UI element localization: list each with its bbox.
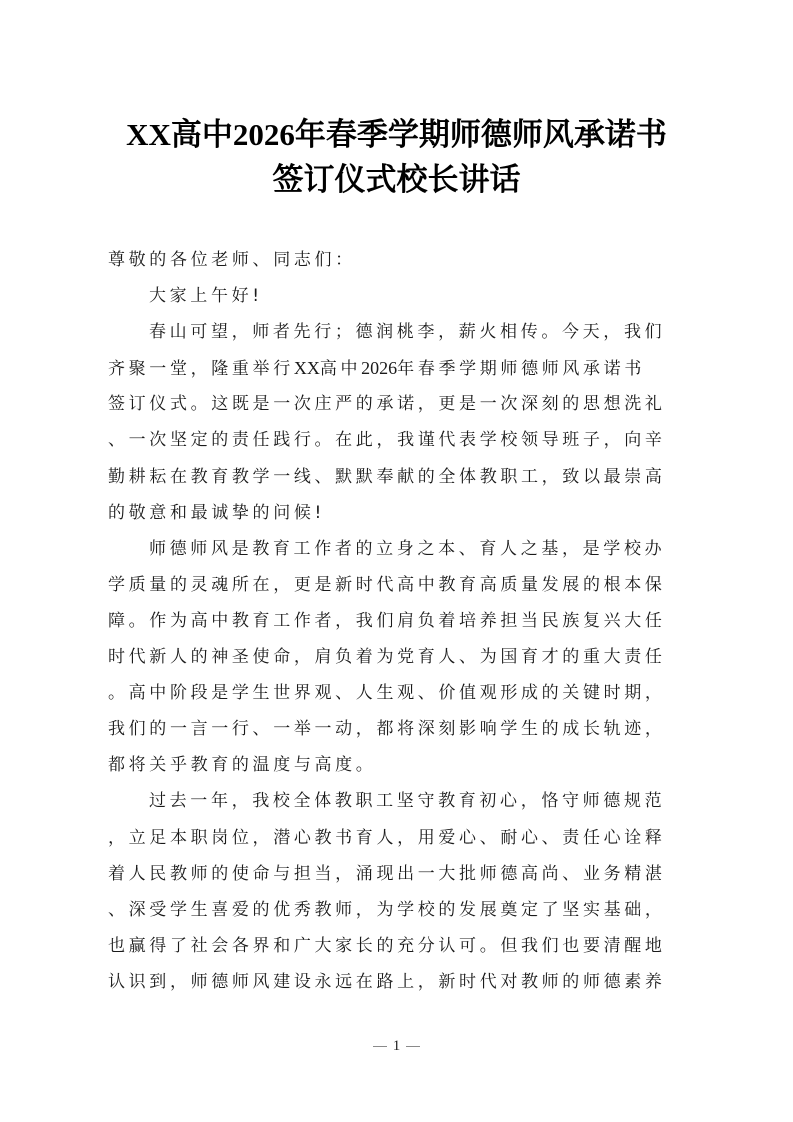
speech-text [108,278,690,1000]
text-line: 签订仪式。这既是一次庄严的承诺，更是一次深刻的思想洗礼 [108,394,666,415]
salutation: 尊敬的各位老师、同志们： [108,250,356,270]
text-line: 也赢得了社会各界和广大家长的充分认可。但我们也要清醒地 [108,935,666,956]
title-line-2: 签订仪式校长讲话 [272,162,521,197]
text-line: 齐聚一堂，隆重举行XX高中2026年春季学期师德师风承诺书 [108,358,645,380]
text-line: 、一次坚定的责任践行。在此，我谨代表学校领导班子，向辛 [108,430,666,451]
text-line: 时代新人的神圣使命，肩负着为党育人、为国育才的重大责任 [108,647,666,668]
document-title [0,112,793,202]
text-line: ，立足本职岗位，潜心教书育人，用爱心、耐心、责任心诠释 [108,827,666,848]
footer-dash-left [373,1046,387,1047]
text-line: 都将关乎教育的温度与高度。 [108,755,377,776]
text-line: 的敬意和最诚挚的问候! [108,502,325,523]
text-line: 障。作为高中教育工作者，我们肩负着培养担当民族复兴大任 [108,610,666,631]
paragraph-first-line: 师德师风是教育工作者的立身之本、育人之基，是学校办 [149,538,666,559]
text-line: 。高中阶段是学生世界观、人生观、价值观形成的关键时期， [108,683,666,704]
footer-dash-right [406,1046,420,1047]
paragraph-first-line: 春山可望，师者先行；德润桃李，薪火相传。今天，我们 [149,322,666,343]
text-line: 认识到，师德师风建设永远在路上，新时代对教师的师德素养 [108,971,666,992]
paragraph-first-line: 过去一年，我校全体教职工坚守教育初心，恪守师德规范 [149,791,666,812]
text-line: 学质量的灵魂所在，更是新时代高中教育高质量发展的根本保 [108,574,666,595]
page-footer [0,1038,793,1055]
document-body [108,242,690,1000]
page-number: 1 [392,1038,401,1054]
title-line-1: XX高中2026年春季学期师德师风承诺书 [126,117,667,152]
text-line: 我们的一言一行、一举一动，都将深刻影响学生的成长轨迹， [108,719,666,740]
text-line: 勤耕耘在教育教学一线、默默奉献的全体教职工，致以最崇高 [108,466,666,487]
text-line: 、深受学生喜爱的优秀教师，为学校的发展奠定了坚实基础， [108,899,666,920]
paragraph-first-line: 大家上午好! [149,286,263,307]
text-line: 着人民教师的使命与担当，涌现出一大批师德高尚、业务精湛 [108,863,666,884]
